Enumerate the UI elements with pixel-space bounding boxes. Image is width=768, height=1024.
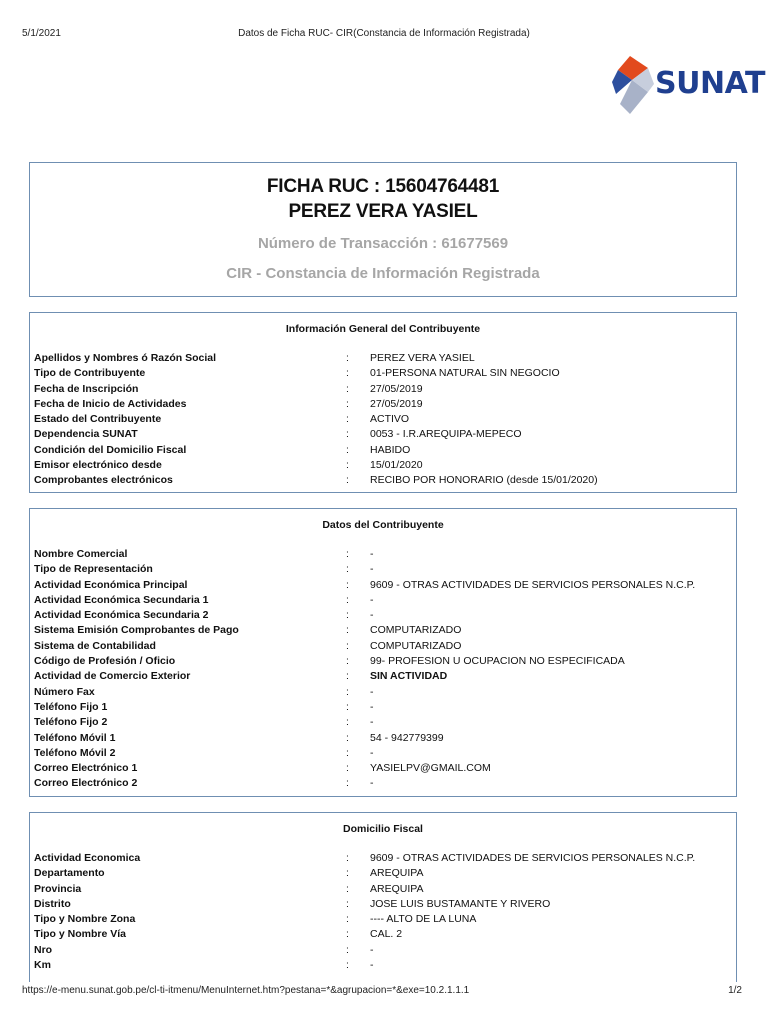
field-row: [34, 623, 736, 638]
field-row: [34, 458, 736, 473]
field-separator: :: [346, 639, 349, 652]
field-row: [34, 366, 736, 381]
field-separator: :: [346, 959, 349, 972]
field-value: -: [370, 777, 374, 790]
section-title: Datos del Contribuyente: [322, 519, 444, 531]
field-value: 9609 - OTRAS ACTIVIDADES DE SERVICIOS PERSONALES N.C.P.: [370, 852, 696, 864]
print-date: 5/1/2021: [22, 28, 61, 39]
field-row: [34, 427, 736, 442]
field-separator: :: [346, 882, 349, 895]
field-row: [34, 851, 736, 866]
field-separator: :: [346, 428, 349, 441]
field-row: [34, 654, 736, 669]
field-row: [34, 715, 736, 730]
field-separator: :: [346, 685, 349, 698]
field-row: [34, 700, 736, 715]
field-value: ---- ALTO DE LA LUNA: [370, 913, 477, 926]
field-label: Sistema Emisión Comprobantes de Pago: [34, 624, 239, 637]
field-separator: :: [346, 897, 349, 910]
field-separator: :: [346, 731, 349, 744]
field-value: 27/05/2019: [370, 397, 423, 410]
general-info-rows: [34, 351, 736, 489]
field-label: Actividad Económica Secundaria 2: [34, 609, 209, 622]
field-value: YASIELPV@GMAIL.COM: [370, 762, 491, 775]
field-value: HABIDO: [370, 443, 411, 456]
field-value: -: [370, 746, 374, 759]
taxpayer-name: PEREZ VERA YASIEL: [288, 201, 478, 222]
field-label: Correo Electrónico 1: [34, 762, 138, 775]
ruc-number-title: FICHA RUC : 15604764481: [266, 176, 500, 197]
field-row: [34, 397, 736, 412]
field-label: Km: [34, 959, 51, 972]
field-label: Número Fax: [34, 685, 95, 698]
field-label: Actividad de Comercio Exterior: [34, 670, 191, 683]
field-separator: :: [346, 777, 349, 790]
field-separator: :: [346, 382, 349, 395]
cir-subtitle: CIR - Constancia de Información Registrada: [226, 265, 540, 282]
field-value: 0053 - I.R.AREQUIPA-MEPECO: [370, 428, 522, 441]
field-separator: :: [346, 443, 349, 456]
field-label: Sistema de Contabilidad: [34, 639, 156, 652]
field-value: JOSE LUIS BUSTAMANTE Y RIVERO: [370, 897, 551, 910]
field-row: [34, 639, 736, 654]
field-separator: :: [346, 762, 349, 775]
field-label: Dependencia SUNAT: [34, 428, 138, 441]
field-label: Tipo de Contribuyente: [34, 367, 146, 380]
field-separator: :: [346, 548, 349, 560]
field-value: SIN ACTIVIDAD: [370, 670, 448, 683]
field-separator: :: [346, 624, 349, 637]
print-header-title: Datos de Ficha RUC- CIR(Constancia de Información Registrada): [238, 28, 530, 39]
field-label: Teléfono Fijo 2: [34, 716, 108, 729]
field-value: COMPUTARIZADO: [370, 639, 462, 652]
field-row: [34, 958, 736, 973]
fiscal-address-rows: [34, 851, 736, 973]
field-row: [34, 593, 736, 608]
field-row: [34, 897, 736, 912]
field-row: [34, 882, 736, 897]
field-separator: :: [346, 700, 349, 713]
field-separator: :: [346, 913, 349, 926]
field-value: -: [370, 716, 374, 729]
field-row: [34, 351, 736, 366]
field-value: -: [370, 609, 374, 622]
field-label: Teléfono Móvil 2: [34, 746, 116, 759]
field-label: Teléfono Fijo 1: [34, 700, 108, 713]
field-label: Distrito: [34, 897, 71, 910]
field-label: Nro: [34, 943, 53, 956]
field-separator: :: [346, 593, 349, 606]
field-label: Fecha de Inscripción: [34, 382, 139, 395]
sunat-logo-text: SUNAT: [655, 66, 765, 101]
field-row: [34, 943, 736, 958]
field-separator: :: [346, 655, 349, 668]
field-value: 27/05/2019: [370, 382, 423, 395]
field-label: Actividad Economica: [34, 852, 141, 864]
section-title: Domicilio Fiscal: [343, 823, 423, 835]
field-separator: :: [346, 459, 349, 472]
taxpayer-data-rows: [34, 547, 736, 792]
field-row: [34, 731, 736, 746]
field-label: Apellidos y Nombres ó Razón Social: [34, 352, 217, 364]
field-separator: :: [346, 670, 349, 683]
page-number: 1/2: [728, 985, 742, 996]
field-separator: :: [346, 852, 349, 864]
field-label: Emisor electrónico desde: [34, 459, 162, 472]
field-row: [34, 912, 736, 927]
field-label: Actividad Económica Principal: [34, 578, 188, 591]
field-label: Correo Electrónico 2: [34, 777, 138, 790]
field-value: RECIBO POR HONORARIO (desde 15/01/2020): [370, 474, 598, 487]
field-value: PEREZ VERA YASIEL: [370, 352, 475, 364]
field-separator: :: [346, 413, 349, 426]
field-row: [34, 562, 736, 577]
field-row: [34, 608, 736, 623]
field-value: AREQUIPA: [370, 867, 424, 880]
field-label: Tipo y Nombre Zona: [34, 913, 136, 926]
field-label: Comprobantes electrónicos: [34, 474, 173, 487]
field-value: -: [370, 959, 374, 972]
general-info-section: [29, 312, 737, 493]
field-separator: :: [346, 716, 349, 729]
field-row: [34, 866, 736, 881]
field-value: 9609 - OTRAS ACTIVIDADES DE SERVICIOS PERSONALES N.C.P.: [370, 578, 696, 591]
field-value: CAL. 2: [370, 928, 403, 941]
field-row: [34, 927, 736, 942]
field-row: [34, 547, 736, 562]
section-title: Información General del Contribuyente: [285, 323, 481, 335]
field-separator: :: [346, 943, 349, 956]
page-url: https://e-menu.sunat.gob.pe/cl-ti-itmenu/MenuInternet.htm?pestana=*&agrupacion=*&exe=10.2.1.1.1: [22, 985, 470, 996]
field-separator: :: [346, 397, 349, 410]
sunat-logo: [610, 52, 765, 118]
field-separator: :: [346, 352, 349, 364]
field-separator: :: [346, 367, 349, 380]
field-label: Departamento: [34, 867, 105, 880]
field-row: [34, 669, 736, 684]
field-value: 99- PROFESION U OCUPACION NO ESPECIFICADA: [370, 655, 625, 668]
transaction-number: Número de Transacción : 61677569: [257, 235, 509, 252]
field-value: COMPUTARIZADO: [370, 624, 462, 637]
taxpayer-data-section: [29, 508, 737, 797]
field-value: -: [370, 593, 374, 606]
field-row: [34, 761, 736, 776]
field-row: [34, 443, 736, 458]
field-row: [34, 412, 736, 427]
field-row: [34, 578, 736, 593]
field-row: [34, 382, 736, 397]
field-label: Nombre Comercial: [34, 548, 128, 560]
field-label: Condición del Domicilio Fiscal: [34, 443, 187, 456]
field-value: 01-PERSONA NATURAL SIN NEGOCIO: [370, 367, 560, 380]
fiscal-address-section: [29, 812, 737, 982]
field-label: Fecha de Inicio de Actividades: [34, 397, 187, 410]
field-value: -: [370, 548, 374, 560]
field-label: Código de Profesión / Oficio: [34, 655, 176, 668]
field-row: [34, 776, 736, 791]
field-separator: :: [346, 578, 349, 591]
ficha-ruc-panel: [29, 162, 737, 297]
field-value: -: [370, 943, 374, 956]
field-label: Actividad Económica Secundaria 1: [34, 593, 209, 606]
field-separator: :: [346, 474, 349, 487]
field-row: [34, 473, 736, 488]
field-value: -: [370, 563, 374, 576]
field-separator: :: [346, 867, 349, 880]
field-separator: :: [346, 928, 349, 941]
field-label: Tipo y Nombre Vía: [34, 928, 126, 941]
field-row: [34, 746, 736, 761]
field-label: Teléfono Móvil 1: [34, 731, 116, 744]
field-separator: :: [346, 609, 349, 622]
sunat-logo-icon: [610, 54, 658, 118]
field-label: Tipo de Representación: [34, 563, 153, 576]
field-value: -: [370, 700, 374, 713]
field-value: AREQUIPA: [370, 882, 424, 895]
field-value: -: [370, 685, 374, 698]
field-value: ACTIVO: [370, 413, 410, 426]
field-row: [34, 685, 736, 700]
field-label: Estado del Contribuyente: [34, 413, 162, 426]
field-separator: :: [346, 563, 349, 576]
field-value: 54 - 942779399: [370, 731, 444, 744]
field-label: Provincia: [34, 882, 82, 895]
field-separator: :: [346, 746, 349, 759]
field-value: 15/01/2020: [370, 459, 423, 472]
